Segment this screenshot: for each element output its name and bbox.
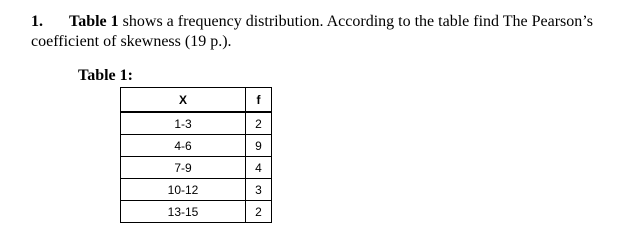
frequency-table <box>120 87 272 223</box>
table-row <box>121 179 272 201</box>
cell-f: 9 <box>246 135 272 157</box>
cell-f: 2 <box>246 201 272 223</box>
cell-x: 7-9 <box>121 157 246 179</box>
table-caption: Table 1: <box>78 67 133 84</box>
cell-x: 4-6 <box>121 135 246 157</box>
cell-x: 10-12 <box>121 179 246 201</box>
question-text <box>31 12 626 52</box>
cell-x: 1-3 <box>121 112 246 135</box>
header-x: X <box>121 88 246 113</box>
cell-x: 13-15 <box>121 201 246 223</box>
question-number: 1. <box>31 13 43 30</box>
table-row <box>121 112 272 135</box>
cell-f: 2 <box>246 112 272 135</box>
table-row <box>121 201 272 223</box>
cell-f: 3 <box>246 179 272 201</box>
cell-f: 4 <box>246 157 272 179</box>
table-row <box>121 157 272 179</box>
header-f: f <box>246 88 272 113</box>
question-table-ref: Table 1 <box>69 13 119 30</box>
question-line-1 <box>31 12 626 32</box>
table-header-row <box>121 88 272 113</box>
question-body-line-1: shows a frequency distribution. According to the table find The Pearson’s <box>118 13 593 30</box>
table-row <box>121 135 272 157</box>
question-body-line-2: coefficient of skewness (19 p.). <box>31 33 232 50</box>
